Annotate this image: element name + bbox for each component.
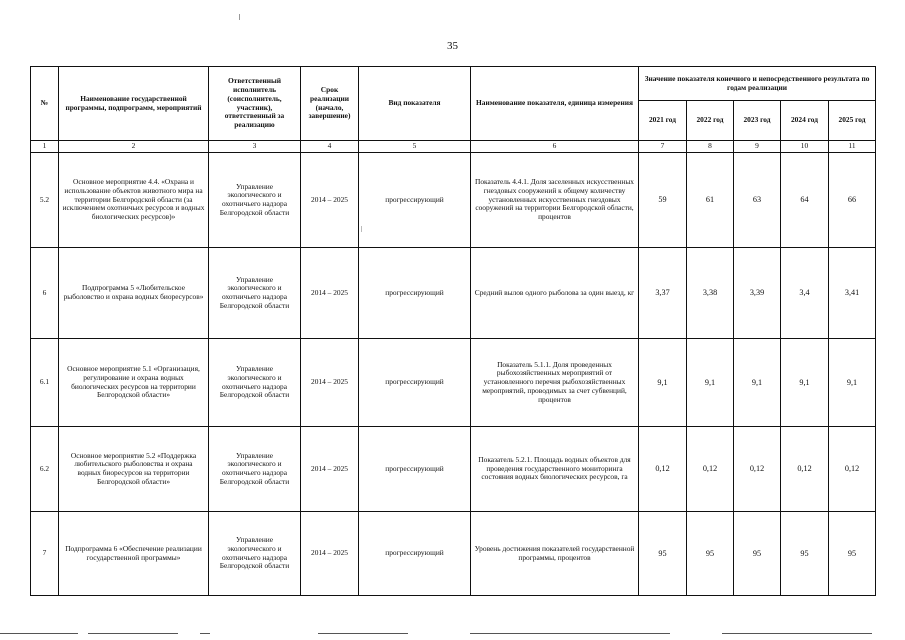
indicator-type: прогрессирующий	[359, 427, 471, 512]
value-2022: 61	[687, 153, 734, 248]
table-row	[31, 153, 876, 248]
header-program: Наименование государственной программы, подпрограмм, мероприятий	[59, 67, 209, 141]
executor: Управление экологического и охотничьего надзора Белгородской области	[209, 248, 301, 339]
indicator-type: прогрессирующий	[359, 153, 471, 248]
value-2023: 3,39	[734, 248, 781, 339]
period: 2014 – 2025	[301, 512, 359, 596]
value-2021: 0,12	[639, 427, 687, 512]
period: 2014 – 2025	[301, 153, 359, 248]
column-number: 7	[639, 141, 687, 153]
program-name: Подпрограмма 6 «Обеспечение реализации государственной программы»	[59, 512, 209, 596]
indicator-type: прогрессирующий	[359, 339, 471, 427]
scan-edge-line	[88, 633, 178, 634]
value-2025: 66	[829, 153, 876, 248]
scan-mark	[239, 14, 240, 20]
period: 2014 – 2025	[301, 248, 359, 339]
indicator-type: прогрессирующий	[359, 512, 471, 596]
header-indicator-type: Вид показателя	[359, 67, 471, 141]
column-number: 3	[209, 141, 301, 153]
header-no: №	[31, 67, 59, 141]
program-name: Основное мероприятие 4.4. «Охрана и использование объектов животного мира на территории Белгородской области (за исключением охотничьих ресурсов и водных биологических ресурсов)»	[59, 153, 209, 248]
value-2022: 9,1	[687, 339, 734, 427]
page-number: 35	[447, 40, 458, 52]
value-2023: 0,12	[734, 427, 781, 512]
value-2022: 95	[687, 512, 734, 596]
value-2025: 95	[829, 512, 876, 596]
indicator-name: Показатель 5.1.1. Доля проведенных рыбохозяйственных мероприятий от установленного перечня рыбохозяйственных мероприятий, проводимых за счет субвенций, процентов	[471, 339, 639, 427]
value-2022: 3,38	[687, 248, 734, 339]
column-number: 9	[734, 141, 781, 153]
period: 2014 – 2025	[301, 427, 359, 512]
indicator-type: прогрессирующий	[359, 248, 471, 339]
value-2022: 0,12	[687, 427, 734, 512]
value-2023: 63	[734, 153, 781, 248]
scan-edge-line	[470, 633, 670, 634]
header-period: Срок реализации (начало, завершение)	[301, 67, 359, 141]
column-number: 5	[359, 141, 471, 153]
row-number: 6	[31, 248, 59, 339]
value-2021: 59	[639, 153, 687, 248]
value-2025: 9,1	[829, 339, 876, 427]
column-number: 4	[301, 141, 359, 153]
header-values-group: Значение показателя конечного и непосредственного результата по годам реализации	[639, 67, 876, 101]
scan-edge-line	[200, 633, 210, 634]
row-number: 5.2	[31, 153, 59, 248]
value-2021: 9,1	[639, 339, 687, 427]
indicator-name: Показатель 4.4.1. Доля заселенных искусственных гнездовых сооружений к общему количеству установленных искусственных гнездовых сооружений на территории Белгородской области, процентов	[471, 153, 639, 248]
header-year: 2025 год	[829, 101, 876, 141]
header-year: 2022 год	[687, 101, 734, 141]
value-2023: 95	[734, 512, 781, 596]
executor: Управление экологического и охотничьего надзора Белгородской области	[209, 339, 301, 427]
value-2021: 95	[639, 512, 687, 596]
scan-edge-line	[0, 633, 78, 634]
column-number: 11	[829, 141, 876, 153]
executor: Управление экологического и охотничьего надзора Белгородской области	[209, 512, 301, 596]
column-number: 2	[59, 141, 209, 153]
value-2025: 0,12	[829, 427, 876, 512]
table-row	[31, 339, 876, 427]
column-number: 1	[31, 141, 59, 153]
value-2024: 95	[781, 512, 829, 596]
header-year: 2024 год	[781, 101, 829, 141]
table-row	[31, 248, 876, 339]
value-2024: 0,12	[781, 427, 829, 512]
value-2024: 64	[781, 153, 829, 248]
header-row	[31, 67, 876, 101]
scan-edge-line	[722, 633, 872, 634]
period: 2014 – 2025	[301, 339, 359, 427]
value-2025: 3,41	[829, 248, 876, 339]
table-row	[31, 427, 876, 512]
column-number: 6	[471, 141, 639, 153]
indicator-name: Уровень достижения показателей государственной программы, процентов	[471, 512, 639, 596]
program-name: Подпрограмма 5 «Любительское рыболовство и охрана водных биоресурсов»	[59, 248, 209, 339]
indicators-table	[30, 66, 876, 596]
indicator-name: Показатель 5.2.1. Площадь водных объектов для проведения государственного мониторинга состояния водных биологических ресурсов, га	[471, 427, 639, 512]
executor: Управление экологического и охотничьего надзора Белгородской области	[209, 427, 301, 512]
value-2024: 3,4	[781, 248, 829, 339]
value-2023: 9,1	[734, 339, 781, 427]
indicator-name: Средний вылов одного рыболова за один выезд, кг	[471, 248, 639, 339]
program-name: Основное мероприятие 5.2 «Поддержка любительского рыболовства и охрана водных биоресурсов на территории Белгородской области»	[59, 427, 209, 512]
column-number-row	[31, 141, 876, 153]
header-indicator-name: Наименование показателя, единица измерения	[471, 67, 639, 141]
column-number: 8	[687, 141, 734, 153]
column-number: 10	[781, 141, 829, 153]
program-name: Основное мероприятие 5.1 «Организация, регулирование и охрана водных биологических ресурсов на территории Белгородской области»	[59, 339, 209, 427]
table-row	[31, 512, 876, 596]
value-2024: 9,1	[781, 339, 829, 427]
row-number: 6.1	[31, 339, 59, 427]
header-year: 2023 год	[734, 101, 781, 141]
header-year: 2021 год	[639, 101, 687, 141]
row-number: 7	[31, 512, 59, 596]
row-number: 6.2	[31, 427, 59, 512]
value-2021: 3,37	[639, 248, 687, 339]
header-executor: Ответственный исполнитель (соисполнитель, участник), ответственный за реализацию	[209, 67, 301, 141]
scan-edge-line	[318, 633, 408, 634]
executor: Управление экологического и охотничьего надзора Белгородской области	[209, 153, 301, 248]
